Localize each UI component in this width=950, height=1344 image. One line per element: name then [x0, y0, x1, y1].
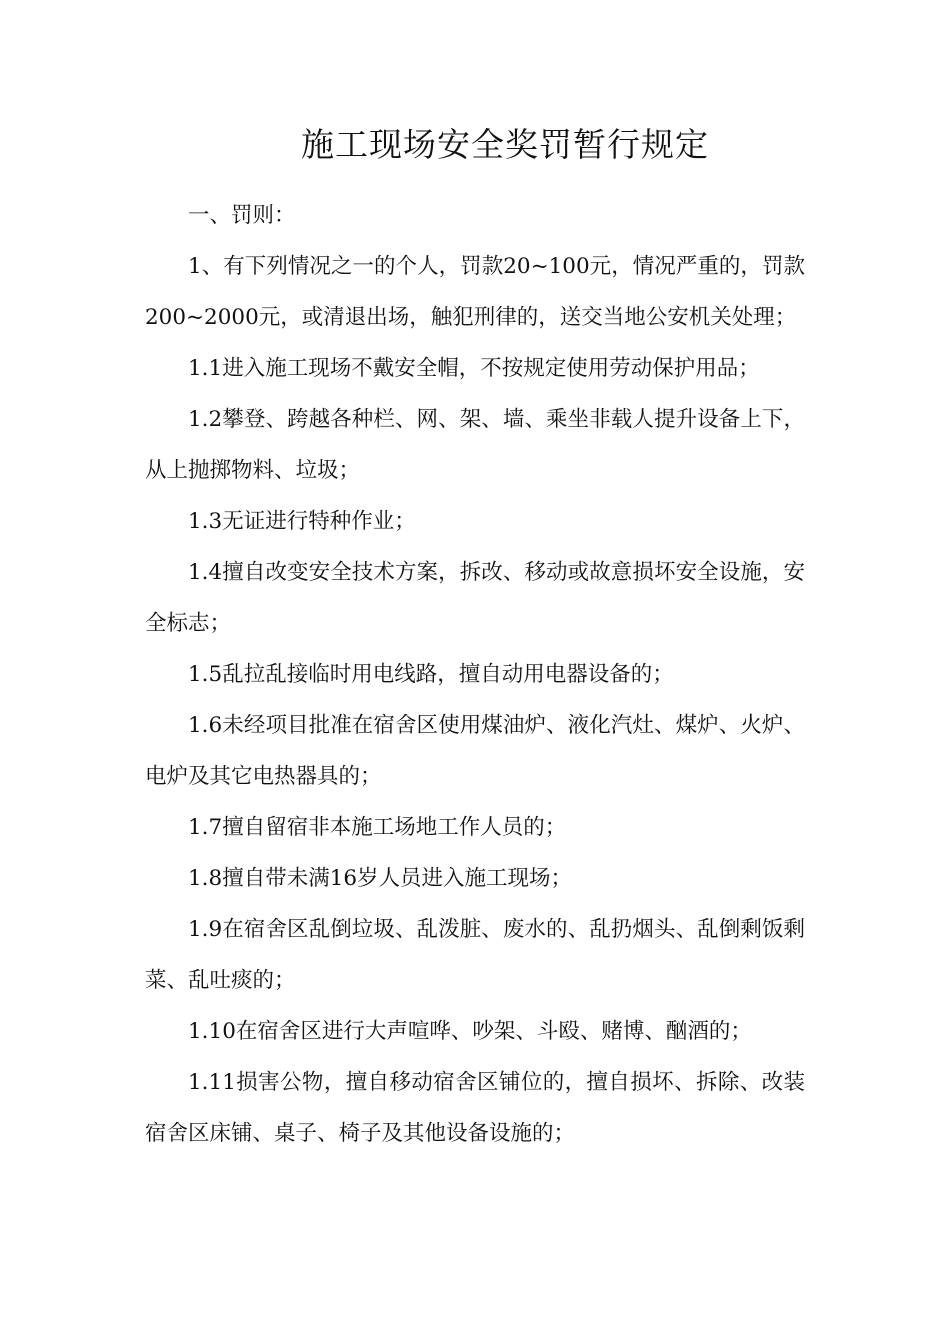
paragraph-rule-1-2: 1.2攀登、跨越各种栏、网、架、墙、乘坐非载人提升设备上下，从上抛掷物料、垃圾；: [145, 407, 805, 483]
paragraph-rule-1-4: 1.4擅自改变安全技术方案，拆改、移动或故意损坏安全设施，安全标志；: [145, 560, 805, 636]
document-title: 施工现场安全奖罚暂行规定: [301, 125, 709, 164]
paragraph-rule-1-7: 1.7擅自留宿非本施工场地工作人员的；: [188, 815, 567, 840]
paragraph-rule-1-3: 1.3无证进行特种作业；: [188, 509, 416, 534]
paragraph-rule-1-6: 1.6未经项目批准在宿舍区使用煤油炉、液化汽灶、煤炉、火炉、电炉及其它电热器具的；: [145, 713, 805, 789]
paragraph-rule-1-11: 1.11损害公物，擅自移动宿舍区铺位的，擅自损坏、拆除、改装宿舍区床铺、桌子、椅子及其他设备设施的；: [145, 1070, 805, 1146]
paragraph-rule-1-8: 1.8擅自带未满16岁人员进入施工现场；: [188, 866, 573, 891]
paragraph-rule-1-9: 1.9在宿舍区乱倒垃圾、乱泼脏、废水的、乱扔烟头、乱倒剩饭剩菜、乱吐痰的；: [145, 917, 805, 993]
paragraph-rule-1: 1、有下列情况之一的个人，罚款20~100元，情况严重的，罚款200~2000元，或清退出场，触犯刑律的，送交当地公安机关处理；: [145, 254, 805, 330]
paragraph-rule-1-10: 1.10在宿舍区进行大声喧哗、吵架、斗殴、赌博、酗酒的；: [188, 1019, 752, 1044]
paragraph-rule-1-1: 1.1进入施工现场不戴安全帽，不按规定使用劳动保护用品；: [188, 356, 760, 381]
document-body: [145, 190, 805, 1159]
paragraph-rule-1-5: 1.5乱拉乱接临时用电线路，擅自动用电器设备的；: [188, 662, 674, 687]
paragraph-section-heading: 一、罚则：: [188, 203, 296, 228]
